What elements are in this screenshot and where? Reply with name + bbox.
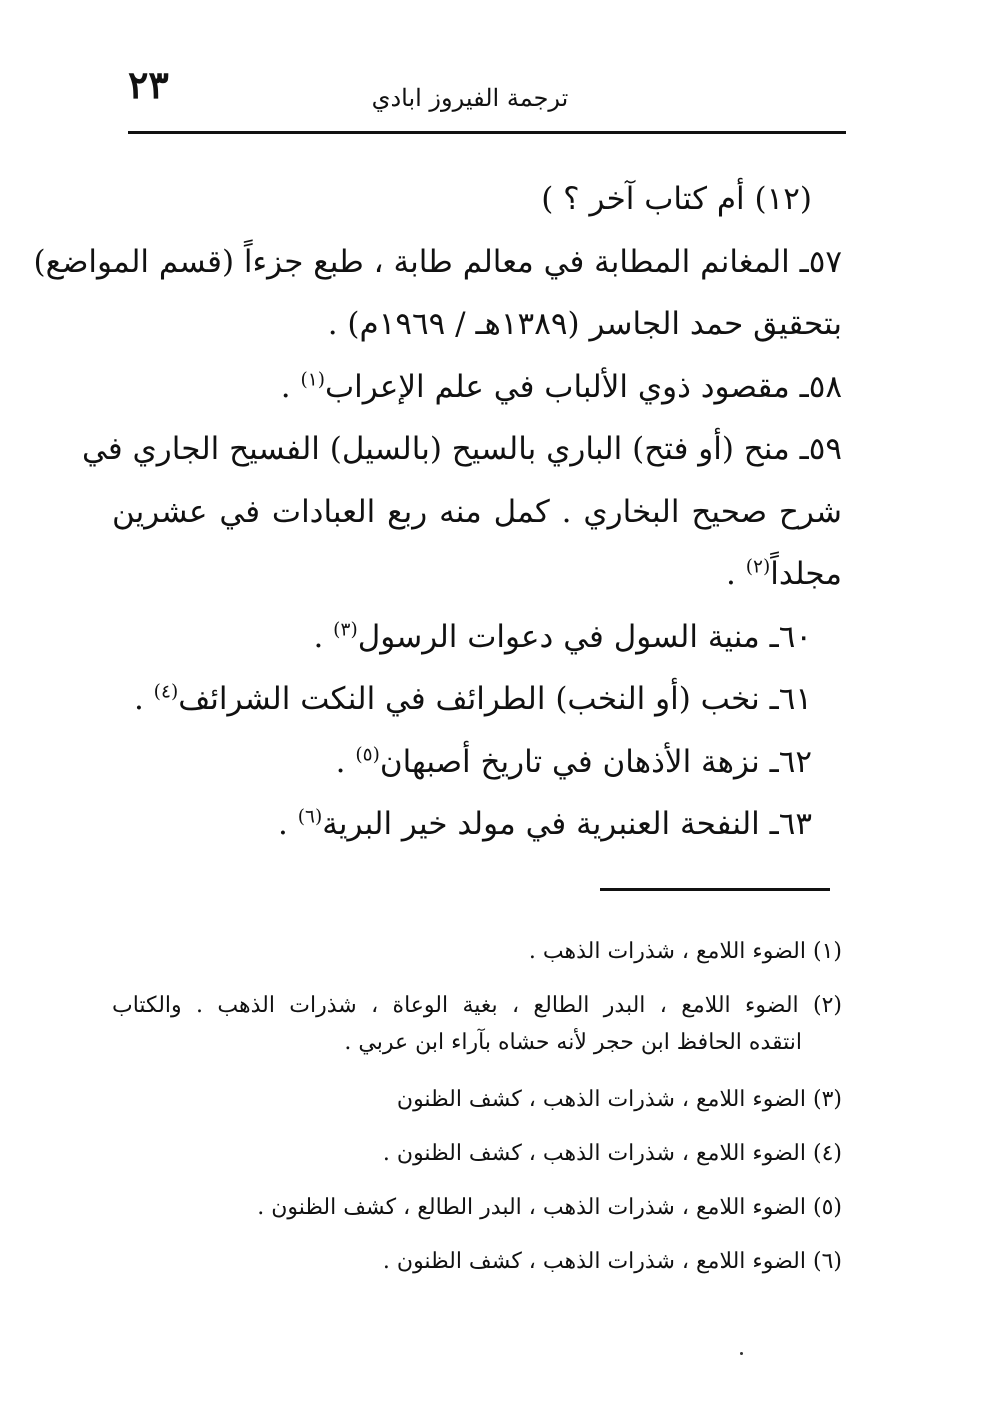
text-line: ٦٣ـ النفحة العنبرية في مولد خير البرية$^{(٦)}$ . — [278, 806, 812, 842]
text-line: ٦٠ـ منية السول في دعوات الرسول$^{(٣)}$ . — [313, 618, 812, 655]
footnote-ref: (٢) — [745, 556, 771, 578]
text-line: ٥٩ـ منح (أو فتح) الباري بالسيح (بالسيل) الفسيح الجاري في — [82, 431, 842, 467]
footnote-item: (٦) الضوء اللامع ، شذرات الذهب ، كشف الظنون . — [382, 1249, 842, 1274]
text-line: ٦١ـ نخب (أو النخب) الطرائف في النكت الشرائف$^{(٤)}$ . — [133, 681, 812, 717]
text-line: ٥٨ـ مقصود ذوي الألباب في علم الإعراب$^{(١)}$ . — [280, 368, 842, 405]
text-line: ٥٧ـ المغانم المطابة في معالم طابة ، طبع جزءاً (قسم المواضع) — [33, 243, 842, 280]
page-number: ٢٣ — [128, 62, 169, 107]
footnote-continuation: انتقده الحافظ ابن حجر لأنه حشاه بآراء ابن عربي . — [344, 1030, 802, 1055]
sentence-period: . — [133, 681, 144, 717]
text-line: (١٢) أم كتاب آخر ؟ ) — [541, 181, 812, 217]
scan-speck — [740, 1352, 743, 1355]
footnote-item: (٣) الضوء اللامع ، شذرات الذهب ، كشف الظنون — [396, 1087, 842, 1112]
sentence-period: . — [280, 368, 291, 405]
footnote-item: (١) الضوء اللامع ، شذرات الذهب . — [528, 939, 842, 964]
footnote-ref: (٣) — [333, 619, 358, 641]
sentence-period: . — [313, 618, 324, 655]
text-line: مجلداً$^{(٢)}$ . — [725, 556, 842, 592]
footnote-ref: (٥) — [355, 744, 380, 766]
footnote-item: (٤) الضوء اللامع ، شذرات الذهب ، كشف الظنون . — [382, 1141, 842, 1166]
running-header-title: ترجمة الفيروز ابادي — [371, 84, 569, 112]
sentence-period: . — [725, 556, 736, 592]
footnote-ref: (٦) — [297, 806, 323, 828]
text-line: ٦٢ـ نزهة الأذهان في تاريخ أصبهان$^{(٥)}$ . — [335, 743, 812, 780]
footnote-ref: (٤) — [153, 681, 179, 703]
sentence-period: . — [335, 743, 346, 780]
footnote-item: (٥) الضوء اللامع ، شذرات الذهب ، البدر الطالع ، كشف الظنون . — [257, 1195, 842, 1220]
footnote-divider — [600, 888, 830, 891]
header-divider — [128, 131, 846, 134]
footnote-ref: (١) — [300, 369, 325, 391]
main-body-text — [33, 168, 842, 856]
text-line: شرح صحيح البخاري . كمل منه ربع العبادات في عشرين — [112, 493, 842, 530]
sentence-period: . — [278, 806, 288, 842]
footnote-item: (٢) الضوء اللامع ، البدر الطالع ، بغية الوعاة ، شذرات الذهب . والكتاب — [112, 993, 842, 1018]
text-line: بتحقيق حمد الجاسر (١٣٨٩هـ / ١٩٦٩م) . — [327, 306, 842, 342]
footnotes — [112, 925, 842, 1289]
